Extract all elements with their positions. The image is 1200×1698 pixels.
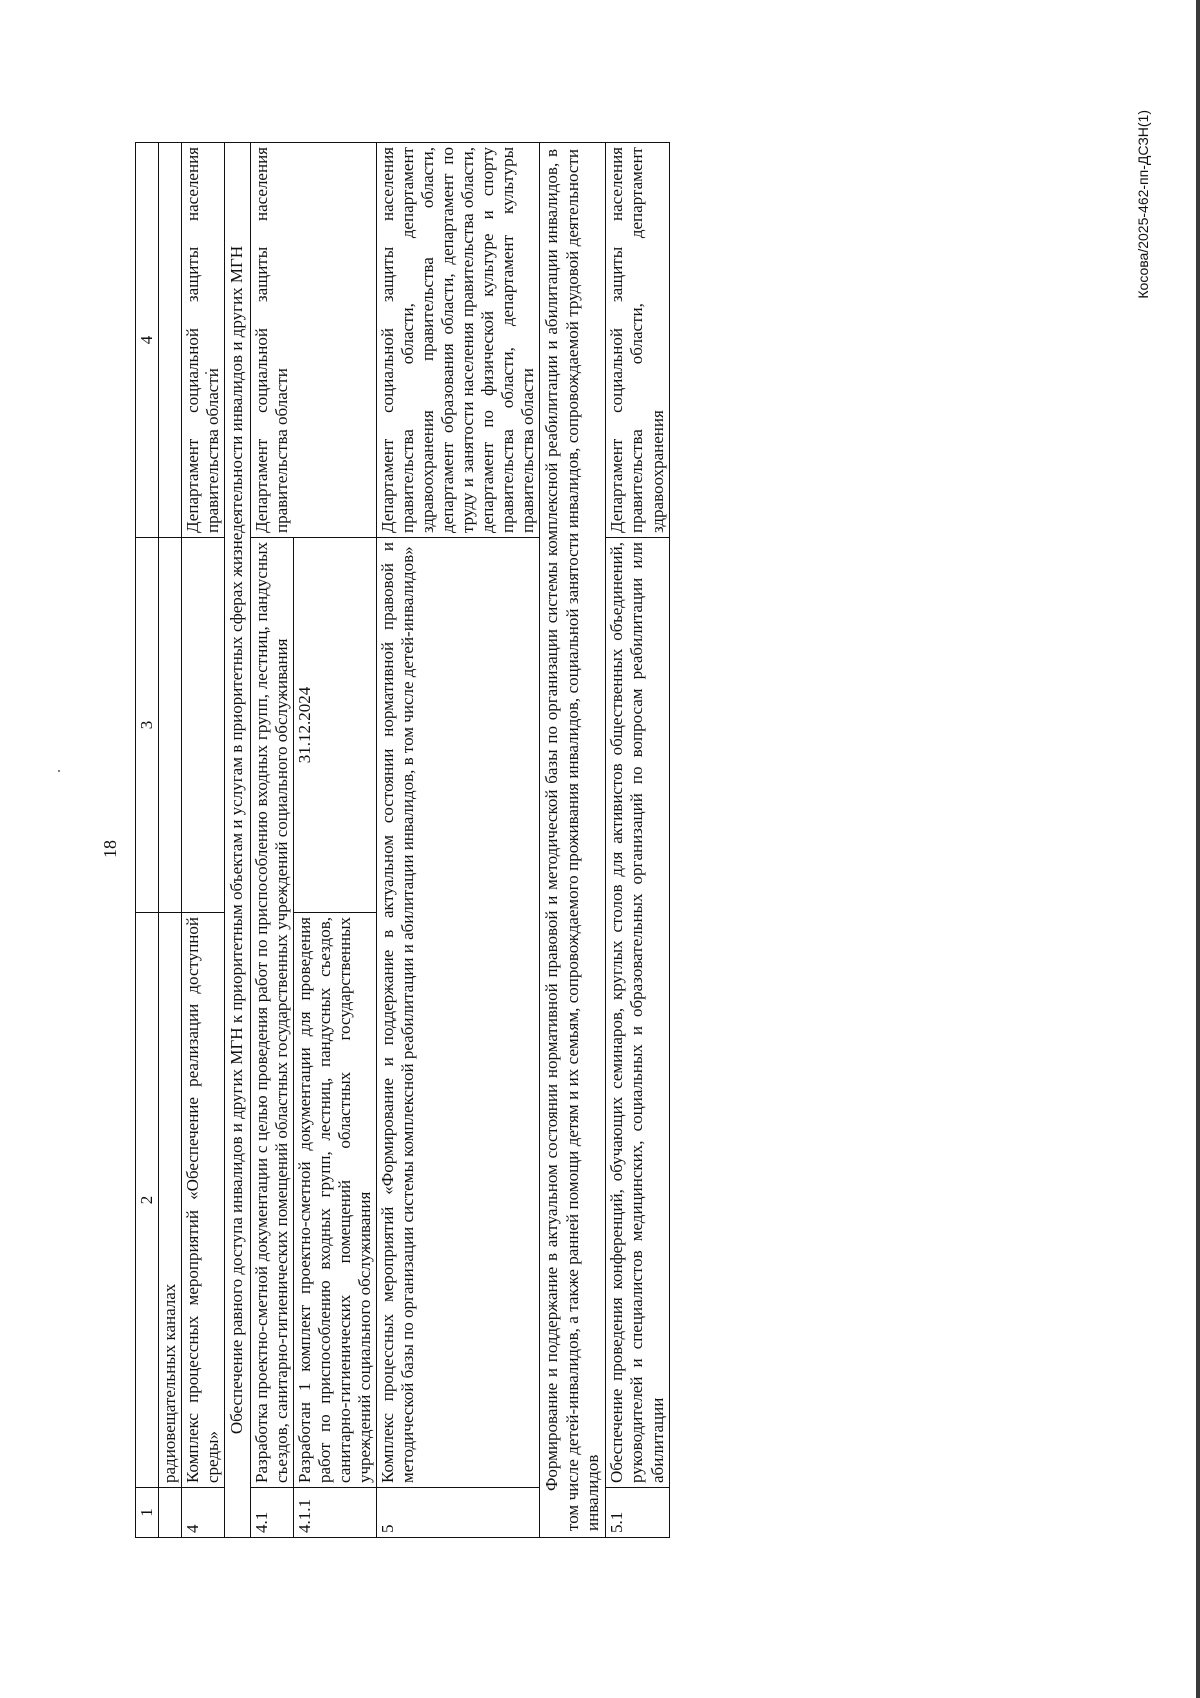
page-number: 18 <box>100 840 120 858</box>
table-row <box>182 143 225 1538</box>
section-heading-row <box>540 143 606 1538</box>
executor-cell: Департамент социальной защиты населения правительства области <box>250 143 376 538</box>
executor-cell: Департамент социальной защиты населения правительства области, департамент здравоохранения <box>606 143 669 538</box>
measure-text: Разработан 1 комплект проектно-сметной документации для проведения работ по приспособлению входных групп, лестниц, пандусных съездов, санитарно-гигиенических помещений областных государственных учреждений социального обслуживания <box>293 913 376 1488</box>
measure-text: радиовещательных каналах <box>159 913 182 1488</box>
row-number <box>159 1488 182 1538</box>
row-number: 4.1 <box>250 1488 293 1538</box>
table-header-row <box>136 143 159 1538</box>
measure-text: Обеспечение проведения конференций, обучающих семинаров, круглых столов для активистов общественных объединений, руководителей и специалистов медицинских, социальных и образовательных организаций по вопросам реабилитации или абилитации <box>606 538 669 1488</box>
measure-text: Комплекс процессных мероприятий «Формирование и поддержание в актуальном состоянии нормативной правовой и методической базы по организации системы комплексной реабилитации и абилитации инвалидов, в том числе детей-инвалидов» <box>376 538 539 1488</box>
table-row <box>250 143 293 1538</box>
table-row <box>376 143 539 1538</box>
measure-text: Разработка проектно-сметной документации с целью проведения работ по приспособлению входных групп, лестниц, пандусных съездов, санитарно-гигиенических помещений областных государственных учреждений социального обслуживания <box>250 538 293 1488</box>
header-col-4: 4 <box>136 143 159 538</box>
measures-table <box>135 142 670 1538</box>
table-row <box>606 143 669 1538</box>
header-col-1: 1 <box>136 1488 159 1538</box>
executor-cell: Департамент социальной защиты населения правительства области <box>182 143 225 538</box>
table-row <box>159 143 182 1538</box>
section-heading-row <box>225 143 250 1538</box>
deadline-cell: 31.12.2024 <box>293 538 376 913</box>
header-col-2: 2 <box>136 913 159 1488</box>
row-number: 4.1.1 <box>293 1488 376 1538</box>
document-code: Косова/2025-462-пп-ДСЗН(1) <box>1135 110 1151 299</box>
executor-cell <box>159 143 182 538</box>
row-number: 4 <box>182 1488 225 1538</box>
measure-text: Комплекс процессных мероприятий «Обеспечение реализации доступной среды» <box>182 913 225 1488</box>
section-heading: Обеспечение равного доступа инвалидов и других МГН к приоритетным объектам и услугам в приоритетных сферах жизнедеятельности инвалидов и других МГН <box>225 143 250 1538</box>
header-col-3: 3 <box>136 538 159 913</box>
deadline-cell <box>182 538 225 913</box>
row-number: 5.1 <box>606 1488 669 1538</box>
executor-cell: Департамент социальной защиты населения правительства области, департамент здравоохранения правительства области, департамент образования области, департамент по труду и занятости населения правительства области, департамент по физической культуре и спорту правительства области, департамент культуры правительства области <box>376 143 539 538</box>
deadline-cell <box>159 538 182 913</box>
row-number: 5 <box>376 1488 539 1538</box>
section-heading: Формирование и поддержание в актуальном состоянии нормативной правовой и методической базы по организации системы комплексной реабилитации и абилитации инвалидов, в том числе детей-инвалидов, а также ранней помощи детям и их семьям, сопровождаемого проживания инвалидов, социальной занятости инвалидов, сопровождаемой трудовой деятельности инвалидов <box>540 143 606 1538</box>
